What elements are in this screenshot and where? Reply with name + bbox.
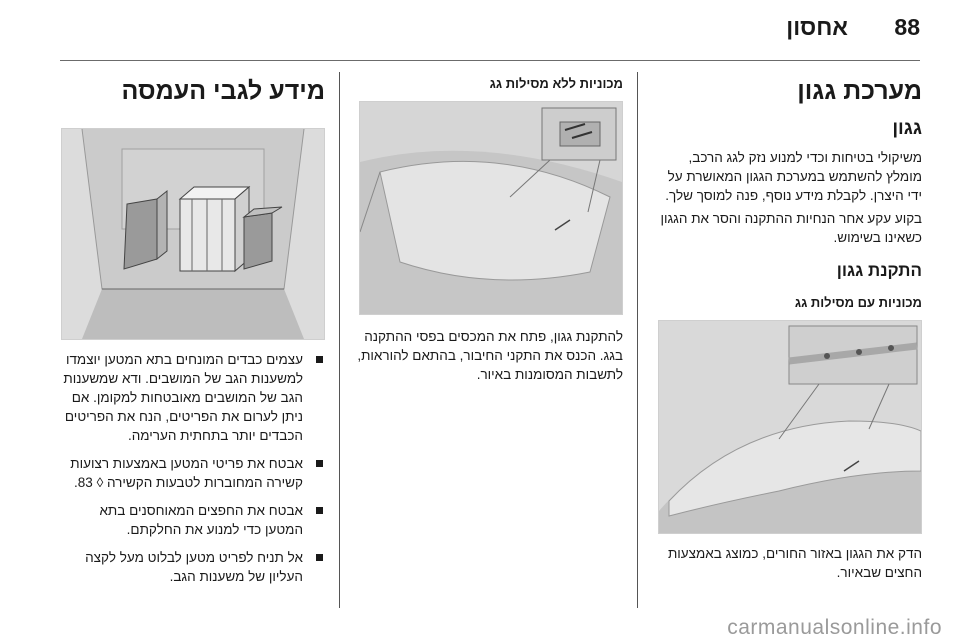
- loading-bullet-list: [58, 350, 325, 586]
- figure-roof-with-rails: [658, 320, 922, 534]
- paragraph-installation: בקוע עקע אחר הנחיות ההתקנה והסר את הגגון כשאינו בשימוש.: [660, 211, 922, 245]
- subheading-installation: התקנת גגון: [836, 261, 922, 280]
- bullet-square-icon: [316, 554, 323, 561]
- page-header: [0, 0, 960, 62]
- subheading-with-rails: מכוניות עם מסילות גג: [794, 295, 922, 310]
- bullet-square-icon: [316, 507, 323, 514]
- paragraph-safety: משיקולי בטיחות וכדי למנוע נזק לגג הרכב, מומלץ להשתמש במערכת הגגון המאושרת על ידי היצרן. לקבלת מידע נוסף, פנה למוסך שלך.: [665, 150, 922, 203]
- subheading-roof-rack: גגון: [892, 118, 922, 139]
- header-rule: [60, 60, 920, 61]
- bullet-square-icon: [316, 356, 323, 363]
- page-number: 88: [894, 14, 920, 40]
- figure-roof-without-rails: [359, 101, 623, 315]
- chapter-title: אחסון: [786, 14, 848, 40]
- loading-info-column: [58, 72, 325, 595]
- section-title-loading: מידע לגבי העמסה: [121, 77, 325, 105]
- column-divider-right: [637, 72, 638, 608]
- watermark: carmanualsonline.info: [727, 616, 942, 639]
- section-title-roof-rack: מערכת גגון: [797, 77, 922, 105]
- list-item: עצמים כבדים המונחים בתא המטען יוצמדו למשענות הגב של המושבים. ודא שמשענות הגב של המושבים מאובטחות למקומן. אם ניתן לערום את הפריטים, הנח את הפריטים הכבדים יותר בתחתית הערימה.: [58, 350, 325, 445]
- figure-caption-rails: הדק את הגגון באזור החורים, כמוצג באמצעות החצים שבאיור.: [667, 546, 922, 580]
- no-rails-column: [345, 72, 623, 388]
- list-item: אבטח את פריטי המטען באמצעות רצועות קשירה המחוברות לטבעות הקשירה ◊ 83.: [58, 454, 325, 492]
- column-divider-left: [339, 72, 340, 608]
- list-item: אל תניח לפריט מטען לבלוט מעל לקצה העליון של משענות הגב.: [58, 548, 325, 586]
- paragraph-no-rails-install: להתקנת גגון, פתח את המכסים בפסי ההתקנה בגג. הכנס את התקני החיבור, בהתאם להוראות, לתשבות המסומנות באיור.: [357, 329, 623, 382]
- subheading-without-rails: מכוניות ללא מסילות גג: [489, 76, 623, 91]
- roof-rack-column: [652, 72, 922, 586]
- bullet-square-icon: [316, 460, 323, 467]
- figure-cargo-loading: [61, 128, 325, 340]
- list-item: אבטח את החפצים המאוחסנים בתא המטען כדי למנוע את החלקתם.: [58, 501, 325, 539]
